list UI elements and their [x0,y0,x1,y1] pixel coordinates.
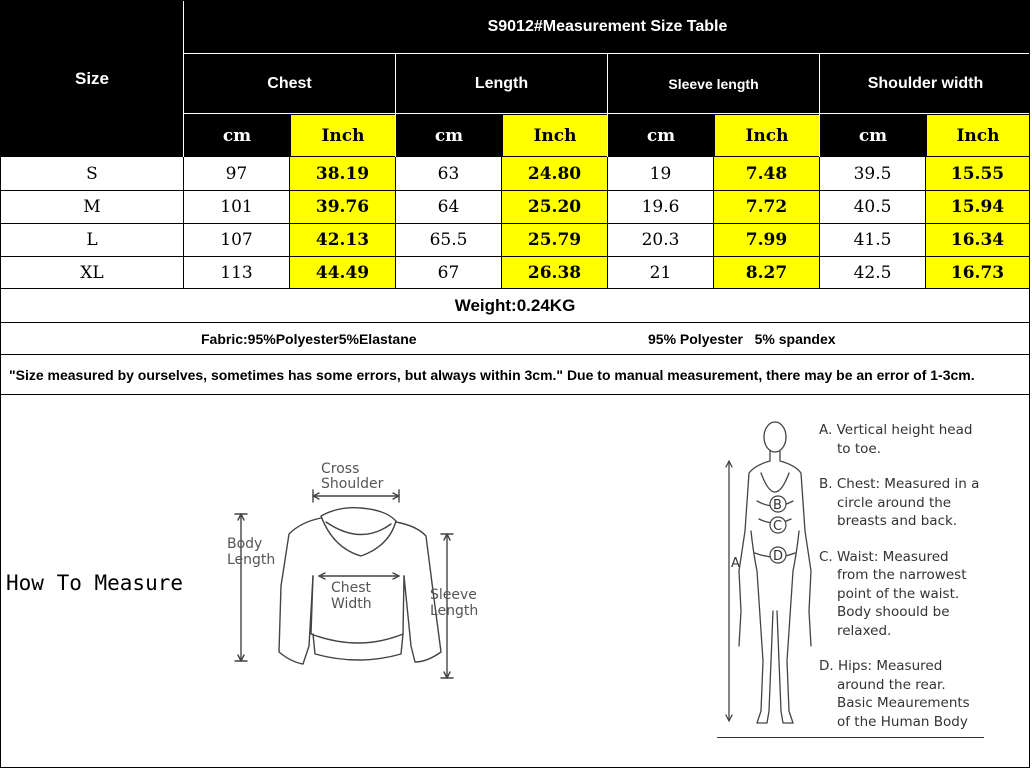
unit-inch-sleeve: Inch [714,114,820,157]
table-cell: 19 [608,157,714,191]
sleeve-length-label-2: Length [430,603,479,619]
size-header-cell: Size [1,1,183,157]
measurement-note-row [1,355,1029,395]
table-cell: 41.5 [820,224,926,257]
note-line: Basic Meaurements [837,695,970,711]
note-line: around the rear. [837,676,946,693]
table-cell: 21 [608,257,714,289]
unit-inch-length: Inch [502,114,608,157]
chest-width-label-1: Chest [331,580,372,596]
note-line: B. Chest: Measured in a [819,476,980,492]
unit-cm-sleeve: cm [608,114,714,157]
size-label-cell: XL [1,257,184,289]
column-header-shoulder-width: Shoulder width [820,54,1030,113]
note-line: C. Waist: Measured [819,548,949,565]
body-diagram [721,411,821,741]
note-line: from the narrowest [837,567,967,583]
size-label-cell: L [1,224,184,257]
table-cell: 39.76 [290,191,396,224]
fabric-row [1,323,1029,355]
unit-cm-shoulder: cm [820,114,926,157]
note-line: point of the waist. [837,585,960,602]
body-length-label-1: Body [227,536,263,552]
letter-b: B [773,498,782,513]
table-cell: 7.99 [714,224,820,257]
weight-text: Weight:0.24KG [454,295,576,315]
cross-shoulder-label-1: Cross [321,461,360,477]
note-line: circle around the [837,494,952,511]
letter-a: A [731,556,740,571]
size-label-cell: S [1,157,184,191]
measurement-note-item [819,421,1019,458]
table-cell: 42.13 [290,224,396,257]
column-header-sleeve-length: Sleeve length [608,54,819,113]
measurement-notes [819,421,1019,748]
sleeve-length-label-1: Sleeve [430,587,477,603]
table-cell: 19.6 [608,191,714,224]
table-cell: 25.20 [502,191,608,224]
note-line: breasts and back. [837,513,958,529]
garment-diagram [221,456,491,691]
chest-width-label-2: Width [331,596,372,612]
table-cell: 39.5 [820,157,926,191]
size-label-cell: M [1,191,184,224]
table-cell: 25.79 [502,224,608,257]
fabric-left: Fabric:95%Polyester5%Elastane [201,330,417,347]
table-cell: 63 [396,157,502,191]
note-line: of the Human Body [837,713,968,730]
cross-shoulder-label-2: Shoulder [321,476,384,492]
column-header-chest: Chest [184,54,395,113]
table-cell: 107 [184,224,290,257]
table-cell: 16.34 [926,224,1030,257]
note-line: relaxed. [837,622,892,639]
table-cell: 44.49 [290,257,396,289]
measurement-note-item [819,657,1019,731]
table-cell: 42.5 [820,257,926,289]
body-length-label-2: Length [227,552,276,568]
note-line: Body shoould be [837,604,950,620]
table-cell: 97 [184,157,290,191]
unit-inch-shoulder: Inch [926,114,1030,157]
table-cell: 15.55 [926,157,1030,191]
note-line: D. Hips: Measured [819,658,943,674]
table-cell: 7.72 [714,191,820,224]
table-cell: 15.94 [926,191,1030,224]
measurement-note-item [819,475,1019,531]
table-cell: 8.27 [714,257,820,289]
table-cell: 26.38 [502,257,608,289]
weight-row [1,289,1029,323]
fabric-right: 95% Polyester 5% spandex [648,330,836,347]
table-cell: 20.3 [608,224,714,257]
table-cell: 64 [396,191,502,224]
table-cell: 113 [184,257,290,289]
table-cell: 67 [396,257,502,289]
table-cell: 7.48 [714,157,820,191]
note-line: to toe. [837,440,881,457]
unit-cm-length: cm [396,114,502,157]
measurement-note: "Size measured by ourselves, sometimes has some errors, but always within 3cm." Due to manual measurement, there may be an error of 1-3cm. [9,366,975,383]
table-cell: 40.5 [820,191,926,224]
table-cell: 16.73 [926,257,1030,289]
unit-cm-chest: cm [184,114,290,157]
table-cell: 101 [184,191,290,224]
table-title: S9012#Measurement Size Table [184,1,1030,53]
letter-c: C [773,519,783,534]
measurement-note-item [819,548,1019,641]
table-cell: 38.19 [290,157,396,191]
table-cell: 24.80 [502,157,608,191]
unit-inch-chest: Inch [290,114,396,157]
how-to-measure-label: How To Measure [6,571,184,595]
column-header-length: Length [396,54,607,113]
letter-d: D [773,549,784,564]
table-cell: 65.5 [396,224,502,257]
note-line: A. Vertical height head [819,422,973,438]
